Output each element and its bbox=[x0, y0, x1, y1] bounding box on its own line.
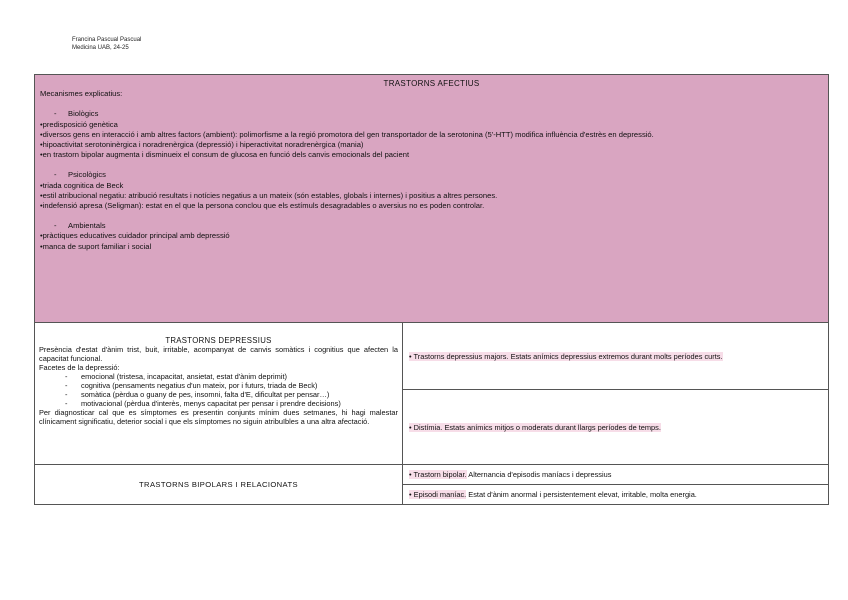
depressive-title: TRASTORNS DEPRESSIUS bbox=[165, 336, 272, 345]
group-heading-psychological: - Psicològics bbox=[54, 170, 106, 180]
bipolar-term: • Trastorn bipolar. bbox=[409, 470, 467, 479]
manic-desc: Estat d'ànim anormal i persistentement elevat, irritable, molta energia. bbox=[466, 490, 697, 499]
bipolar-desc: Alternancia d'episodis maníacs i depressius bbox=[466, 470, 612, 479]
diagnosis-text: Per diagnosticar cal que es símptomes es presentin conjunts mínim dues setmanes, hi hagi malestar clínicament significatiu, deterior social i que els símptomes no siguin atribuïbles a una altra afectació. bbox=[39, 408, 398, 426]
facets-label: Facetes de la depressió: bbox=[39, 363, 120, 372]
facet-item: - emocional (tristesa, incapacitat, ansietat, estat d'ànim deprimit) bbox=[65, 372, 287, 381]
author-name: Francina Pascual Pascual bbox=[72, 37, 142, 43]
list-item: •estil atribucional negatiu: atribució resultats i notícies negatius a un mateix (són estables, globals i internes) i positius a altres persones. bbox=[40, 190, 498, 200]
list-item: •triada cognitica de Beck bbox=[40, 180, 124, 190]
disorders-table bbox=[34, 74, 829, 505]
bipolar-cell bbox=[35, 465, 403, 505]
list-item: •diversos gens en interacció i amb altres factors (ambient): polimorfisme a la regió promotora del gen transportador de la serotonina (5'-HTT) modifica influència d'estrès en depressió. bbox=[40, 129, 654, 139]
list-item: •en trastorn bipolar augmenta i disminueix el consum de glucosa en funció dels canvis emocionals del pacient bbox=[40, 150, 410, 160]
manic-episode-cell bbox=[403, 485, 829, 505]
facet-item: - cognitiva (pensaments negatius d'un mateix, por i futurs, triada de Beck) bbox=[65, 381, 318, 390]
document-header bbox=[72, 37, 141, 52]
major-depression-text: • Trastorns depressius majors. Estats anímics depressius extremos durant molts períodes curts. bbox=[409, 351, 723, 361]
course-name: Medicina UAB, 24-25 bbox=[72, 44, 129, 51]
list-item: •predisposició genètica bbox=[40, 119, 118, 129]
dysthymia-text: • Distímia. Estats anímics mitjos o moderats durant llargs períodes de temps. bbox=[409, 422, 661, 432]
facet-item: - somàtica (pèrdua o guany de pes, insomni, falta d'E, dificultat per pensar…) bbox=[65, 390, 330, 399]
depressive-intro: Presència d'estat d'ànim trist, buit, irritable, acompanyat de canvis somàtics i cognitius que afecten la capacitat funcional. bbox=[39, 345, 398, 363]
mechanisms-cell bbox=[35, 75, 829, 323]
list-item: •hipoactivitat serotoninèrgica i noradrenèrgica (depressió) i hiperactivitat noradrenèrgica (mania) bbox=[40, 140, 364, 150]
list-item: •manca de suport familiar i social bbox=[40, 241, 152, 251]
list-item: •pràctiques educatives cuidador principal amb depressió bbox=[40, 231, 230, 241]
group-heading-environmental: - Ambientals bbox=[54, 221, 106, 231]
bipolar-title: TRASTORNS BIPOLARS I RELACIONATS bbox=[139, 480, 298, 489]
bipolar-disorder-cell bbox=[403, 465, 829, 485]
major-depression-cell bbox=[403, 323, 829, 390]
facet-item: - motivacional (pèrdua d'interès, menys capacitat per pensar i prendre decisions) bbox=[65, 399, 341, 408]
mechanisms-subtitle: Mecanismes explicatius: bbox=[40, 89, 123, 99]
list-item: •indefensió apresa (Seligman): estat en el que la persona conclou que els estímuls desagradables o aversius no es poden controlar. bbox=[40, 201, 485, 211]
group-heading-biological: - Biològics bbox=[54, 109, 99, 119]
depressive-cell bbox=[35, 323, 403, 465]
section-title: TRASTORNS AFECTIUS bbox=[383, 79, 480, 88]
dysthymia-cell bbox=[403, 390, 829, 465]
manic-term: • Episodi maníac. bbox=[409, 490, 467, 499]
